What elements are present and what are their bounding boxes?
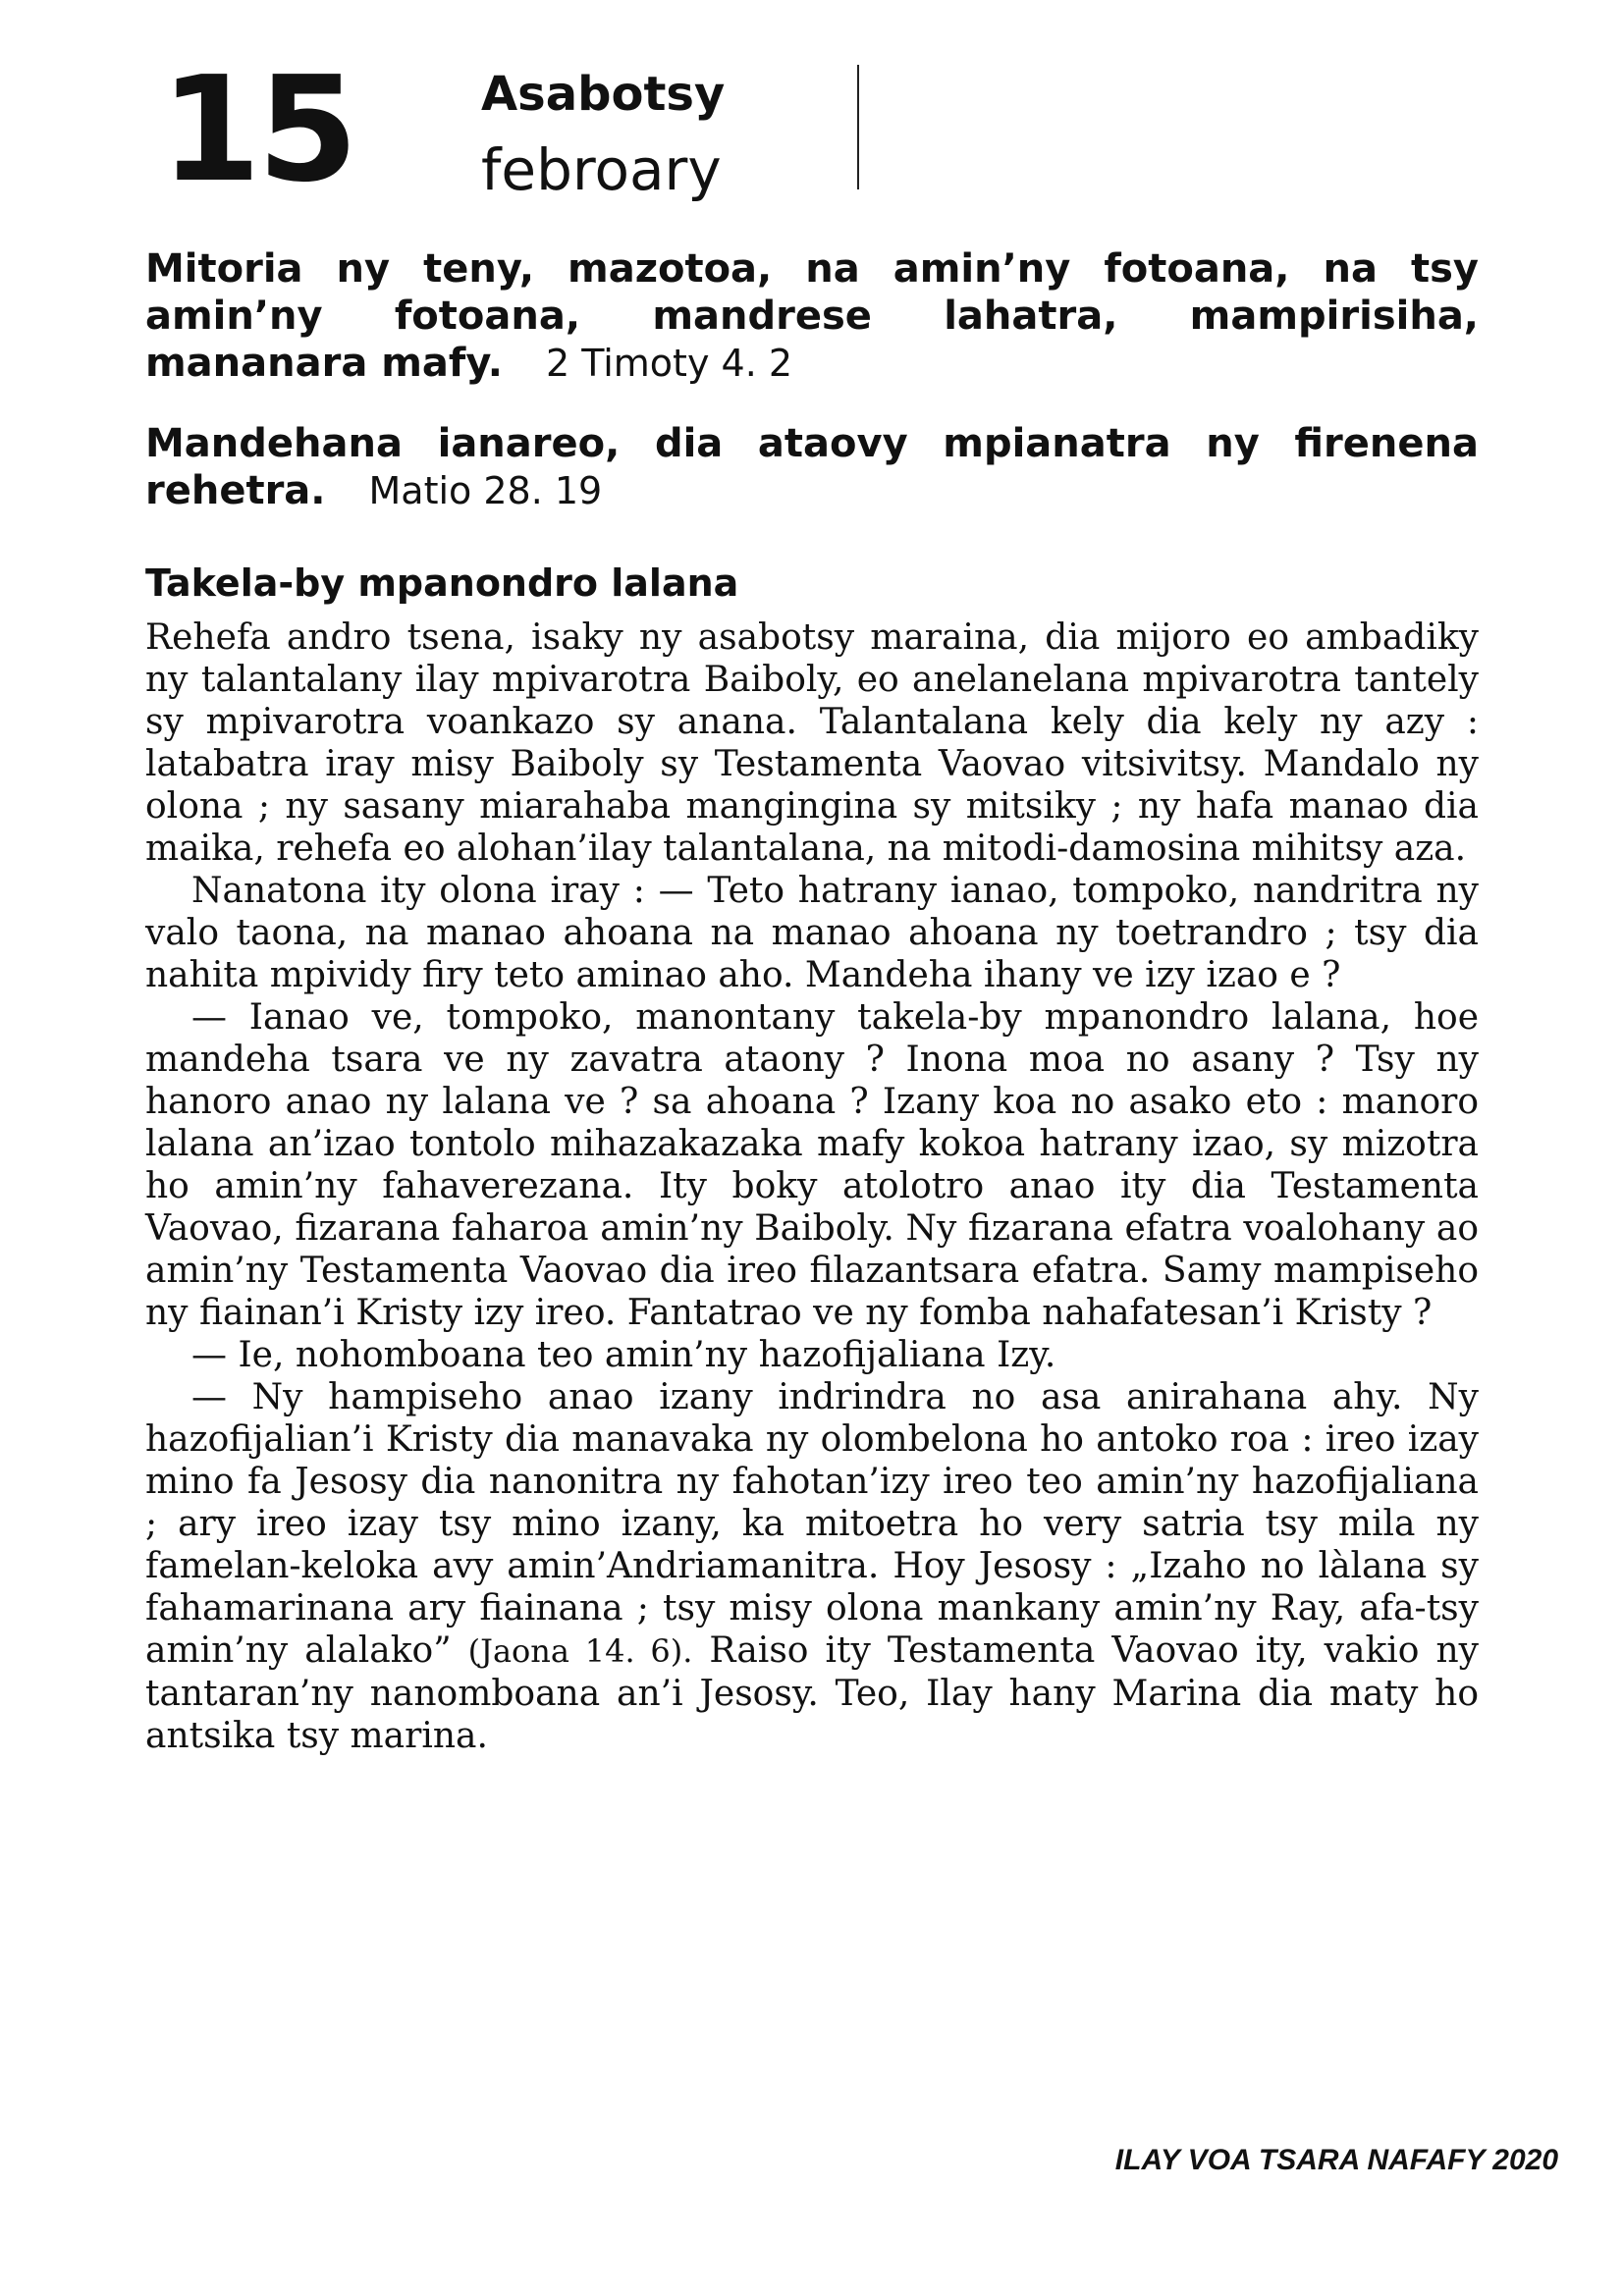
paragraph-last-text: — Ny hampiseho anao izany indrindra no asa anirahana ahy. Ny hazofijalian’i Kristy dia manavaka ny olombelona ho antoko roa : ireo izay mino fa Jesosy dia nanonitra ny fahotan’izy ireo teo amin’ny hazofijaliana ; ary ireo izay tsy mino izany, ka mitoetra ho very satria tsy mila ny famelan-keloka avy amin’Andriamanitra. Hoy Jesosy : „Izaho no làlana sy fahamarinana ary fiainana ; tsy misy olona mankany amin’ny Ray, afa-tsy amin’ny alalako” <box>145 1377 1479 1671</box>
verse-2-reference: Matio 28. 19 <box>368 469 603 512</box>
paragraph: — Ie, nohomboana teo amin’ny hazofijaliana Izy. <box>191 1335 1056 1375</box>
verse-2-text: Mandehana ianareo, dia ataovy mpianatra ny firenena rehetra. <box>145 421 1479 513</box>
paragraph: Rehefa andro tsena, isaky ny asabotsy maraina, dia mijoro eo ambadiky ny talantalany ilay mpivarotra Baiboly, eo anelanelana mpivarotra tantely sy mpivarotra voankazo sy anana. Talantalana kely dia kely ny azy : latabatra iray misy Baiboly sy Testamenta Vaovao vitsivitsy. Mandalo ny olona ; ny sasany miarahaba mangingina sy mitsiky ; ny hafa manao dia maika, rehefa eo alohan’ilay talantalana, na mitodi-damosina mihitsy aza. <box>145 617 1479 869</box>
article-body <box>145 616 1479 1757</box>
weekday: Asabotsy <box>481 67 726 122</box>
verse-1 <box>145 245 1479 387</box>
month: febroary <box>481 136 722 203</box>
article-title: Takela-by mpanondro lalana <box>145 561 739 605</box>
footer-title: ILAY VOA TSARA NAFAFY 2020 <box>1114 2144 1558 2176</box>
header-divider <box>857 65 859 189</box>
verse-1-text: Mitoria ny teny, mazotoa, na amin’ny fotoana, na tsy amin’ny fotoana, mandrese lahatra, mampirisiha, mananara mafy. <box>145 246 1479 386</box>
paragraph: Nanatona ity olona iray : — Teto hatrany ianao, tompoko, nandritra ny valo taona, na manao ahoana na manao ahoana ny toetrandro ; tsy dia nahita mpividy firy teto aminao aho. Mandeha ihany ve izy izao e ? <box>145 871 1479 995</box>
paragraph-last <box>145 1376 1479 1757</box>
day-number: 15 <box>160 45 354 214</box>
verse-1-reference: 2 Timoty 4. 2 <box>545 342 793 385</box>
verse-2 <box>145 420 1479 514</box>
scripture-reference: (Jaona 14. 6). <box>467 1632 693 1670</box>
paragraph-last-ending: Raiso ity Testamenta Vaovao ity, vakio ny tantaran’ny nanomboana an’i Jesosy. Teo, Ilay hany Marina dia maty ho antsika tsy marina. <box>145 1630 1479 1756</box>
paragraph: — Ianao ve, tompoko, manontany takela-by mpanondro lalana, hoe mandeha tsara ve ny zavatra ataony ? Inona moa no asany ? Tsy ny hanoro anao ny lalana ve ? sa ahoana ? Izany koa no asako eto : manoro lalana an’izao tontolo mihazakazaka mafy kokoa hatrany izao, sy mizotra ho amin’ny fahaverezana. Ity boky atolotro anao ity dia Testamenta Vaovao, fizarana faharoa amin’ny Baiboly. Ny fizarana efatra voalohany ao amin’ny Testamenta Vaovao dia ireo filazantsara efatra. Samy mampiseho ny fiainan’i Kristy izy ireo. Fantatrao ve ny fomba nahafatesan’i Kristy ? <box>145 997 1479 1333</box>
